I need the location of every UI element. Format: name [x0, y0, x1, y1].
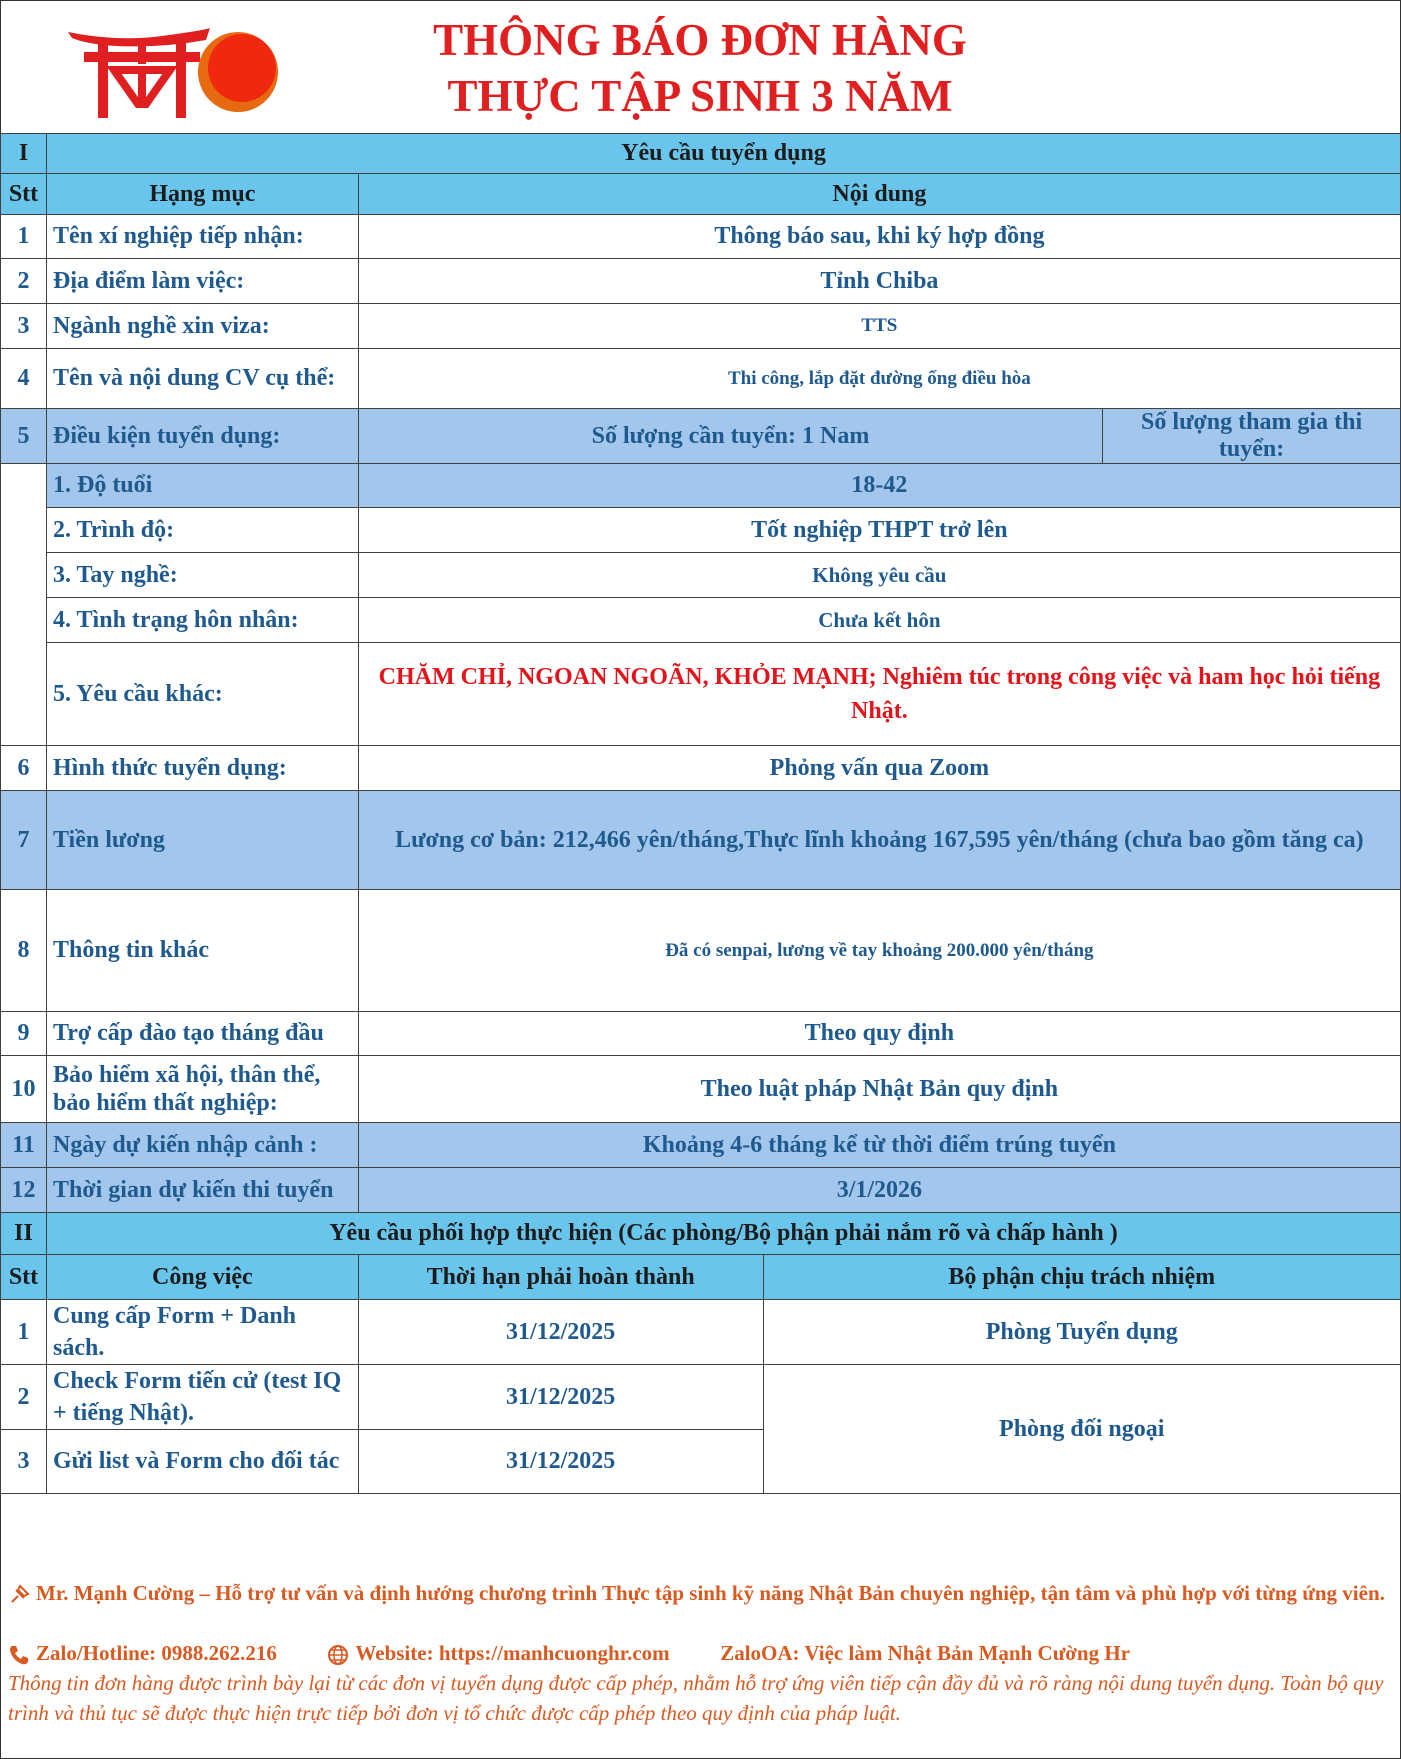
row-content: Đã có senpai, lương về tay khoảng 200.000 yên/tháng	[358, 890, 1400, 1012]
table-row	[1, 553, 1401, 598]
row-content: Theo quy định	[358, 1012, 1400, 1056]
row-item: 5. Yêu cầu khác:	[46, 643, 358, 746]
task-name: Check Form tiến cử (test IQ + tiếng Nhật).	[46, 1365, 358, 1430]
row-item: Hình thức tuyển dụng:	[46, 746, 358, 791]
task-deadline: 31/12/2025	[358, 1300, 763, 1365]
row-content: Tỉnh Chiba	[358, 259, 1400, 304]
row-stt: 8	[1, 890, 47, 1012]
table-row	[1, 215, 1401, 259]
row-item: Tên xí nghiệp tiếp nhận:	[46, 215, 358, 259]
disclaimer: Thông tin đơn hàng được trình bày lại từ các đơn vị tuyển dụng được cấp phép, nhằm hỗ trợ ứng viên tiếp cận đầy đủ và rõ ràng nội dung tuyển dụng. Toàn bộ quy trình và thủ tục sẽ được thực hiện trực tiếp bởi đơn vị tổ chức được cấp phép theo quy định của pháp luật.	[8, 1671, 1384, 1725]
section-number: II	[1, 1213, 47, 1255]
row-item: Thông tin khác	[46, 890, 358, 1012]
section-header	[1, 134, 1401, 174]
table-row	[1, 1012, 1401, 1056]
row-item: Ngày dự kiến nhập cảnh :	[46, 1123, 358, 1168]
hotline-text[interactable]: Zalo/Hotline: 0988.262.216	[36, 1641, 277, 1665]
row-stt: 4	[1, 349, 47, 409]
table-row	[1, 890, 1401, 1012]
row-content: 18-42	[358, 464, 1400, 508]
task-name: Gửi list và Form cho đối tác	[46, 1430, 358, 1494]
task-dept: Phòng đối ngoại	[763, 1365, 1401, 1494]
row-stt: 9	[1, 1012, 47, 1056]
col-stt: Stt	[1, 1255, 47, 1300]
row-content: Khoảng 4-6 tháng kể từ thời điểm trúng tuyển	[358, 1123, 1400, 1168]
row-content: 3/1/2026	[358, 1168, 1400, 1213]
row-content: Phỏng vấn qua Zoom	[358, 746, 1400, 791]
table-row	[1, 464, 1401, 508]
row-content: Không yêu cầu	[358, 553, 1400, 598]
contact-line	[8, 1578, 1388, 1608]
task-deadline: 31/12/2025	[358, 1430, 763, 1494]
row-content: Lương cơ bản: 212,466 yên/tháng,Thực lĩnh khoảng 167,595 yên/tháng (chưa bao gồm tăng ca)	[358, 791, 1400, 890]
row-stt: 11	[1, 1123, 47, 1168]
task-dept: Phòng Tuyển dụng	[763, 1300, 1401, 1365]
task-stt: 2	[1, 1365, 47, 1430]
col-item: Hạng mục	[46, 174, 358, 215]
row-item: Địa điểm làm việc:	[46, 259, 358, 304]
table-row	[1, 1123, 1401, 1168]
row-item: Tên và nội dung CV cụ thể:	[46, 349, 358, 409]
row-stt: 12	[1, 1168, 47, 1213]
row-stt: 6	[1, 746, 47, 791]
table-row	[1, 259, 1401, 304]
task-stt: 3	[1, 1430, 47, 1494]
row-item: Thời gian dự kiến thi tuyển	[46, 1168, 358, 1213]
table-row	[1, 746, 1401, 791]
phone-icon	[8, 1644, 30, 1666]
row-stt: 5	[1, 409, 47, 464]
table-row	[1, 1168, 1401, 1213]
row-content: CHĂM CHỈ, NGOAN NGOÃN, KHỎE MẠNH; Nghiêm túc trong công việc và ham học hỏi tiếng Nhật.	[358, 643, 1400, 746]
table-row	[1, 643, 1401, 746]
col-dept: Bộ phận chịu trách nhiệm	[763, 1255, 1401, 1300]
row-content: TTS	[358, 304, 1400, 349]
globe-icon	[327, 1644, 349, 1666]
row-item: Ngành nghề xin viza:	[46, 304, 358, 349]
table-header-row	[1, 1255, 1401, 1300]
row-item: 3. Tay nghề:	[46, 553, 358, 598]
row-content: Thi công, lắp đặt đường ống điều hòa	[358, 349, 1400, 409]
row-stt: 7	[1, 791, 47, 890]
sub-rows-spacer	[1, 464, 47, 746]
col-stt: Stt	[1, 174, 47, 215]
contact-links	[8, 1638, 1130, 1668]
table-row	[1, 409, 1401, 464]
table-row	[1, 1056, 1401, 1123]
order-table	[0, 133, 1401, 1494]
row-item: Trợ cấp đào tạo tháng đầu	[46, 1012, 358, 1056]
section-number: I	[1, 134, 47, 174]
row-content: Theo luật pháp Nhật Bản quy định	[358, 1056, 1400, 1123]
row-quantity: Số lượng cần tuyển: 1 Nam	[358, 409, 1102, 464]
table-row	[1, 598, 1401, 643]
row-content: Chưa kết hôn	[358, 598, 1400, 643]
task-stt: 1	[1, 1300, 47, 1365]
pin-icon	[8, 1584, 30, 1606]
section-title: Yêu cầu tuyển dụng	[46, 134, 1400, 174]
table-row	[1, 349, 1401, 409]
page-title-line1: THÔNG BÁO ĐƠN HÀNG	[433, 15, 967, 65]
row-item: 2. Trình độ:	[46, 508, 358, 553]
row-item: Bảo hiểm xã hội, thân thể, bảo hiểm thất nghiệp:	[46, 1056, 358, 1123]
table-row	[1, 1300, 1401, 1365]
col-deadline: Thời hạn phải hoàn thành	[358, 1255, 763, 1300]
row-item: 1. Độ tuổi	[46, 464, 358, 508]
page-title-line2: THỰC TẬP SINH 3 NĂM	[447, 71, 953, 121]
col-content: Nội dung	[358, 174, 1400, 215]
col-task: Công việc	[46, 1255, 358, 1300]
table-row	[1, 304, 1401, 349]
task-name: Cung cấp Form + Danh sách.	[46, 1300, 358, 1365]
row-item: Tiền lương	[46, 791, 358, 890]
torii-logo-icon	[66, 26, 280, 118]
zalo-oa-text[interactable]: ZaloOA: Việc làm Nhật Bản Mạnh Cường Hr	[720, 1641, 1131, 1665]
row-participants: Số lượng tham gia thi tuyển:	[1103, 409, 1401, 464]
table-row	[1, 508, 1401, 553]
row-item: 4. Tình trạng hôn nhân:	[46, 598, 358, 643]
table-row	[1, 1365, 1401, 1430]
section-title: Yêu cầu phối hợp thực hiện (Các phòng/Bộ phận phải nắm rõ và chấp hành )	[46, 1213, 1400, 1255]
row-stt: 1	[1, 215, 47, 259]
website-link[interactable]: Website: https://manhcuonghr.com	[355, 1641, 670, 1665]
table-row	[1, 791, 1401, 890]
contact-text: Mr. Mạnh Cường – Hỗ trợ tư vấn và định hướng chương trình Thực tập sinh kỹ năng Nhật Bản chuyên nghiệp, tận tâm và phù hợp với từng ứng viên.	[36, 1581, 1385, 1605]
row-content: Tốt nghiệp THPT trở lên	[358, 508, 1400, 553]
row-content: Thông báo sau, khi ký hợp đồng	[358, 215, 1400, 259]
table-header-row	[1, 174, 1401, 215]
row-stt: 2	[1, 259, 47, 304]
task-deadline: 31/12/2025	[358, 1365, 763, 1430]
section-header	[1, 1213, 1401, 1255]
header	[0, 0, 1401, 133]
row-stt: 10	[1, 1056, 47, 1123]
row-stt: 3	[1, 304, 47, 349]
row-item: Điều kiện tuyển dụng:	[46, 409, 358, 464]
